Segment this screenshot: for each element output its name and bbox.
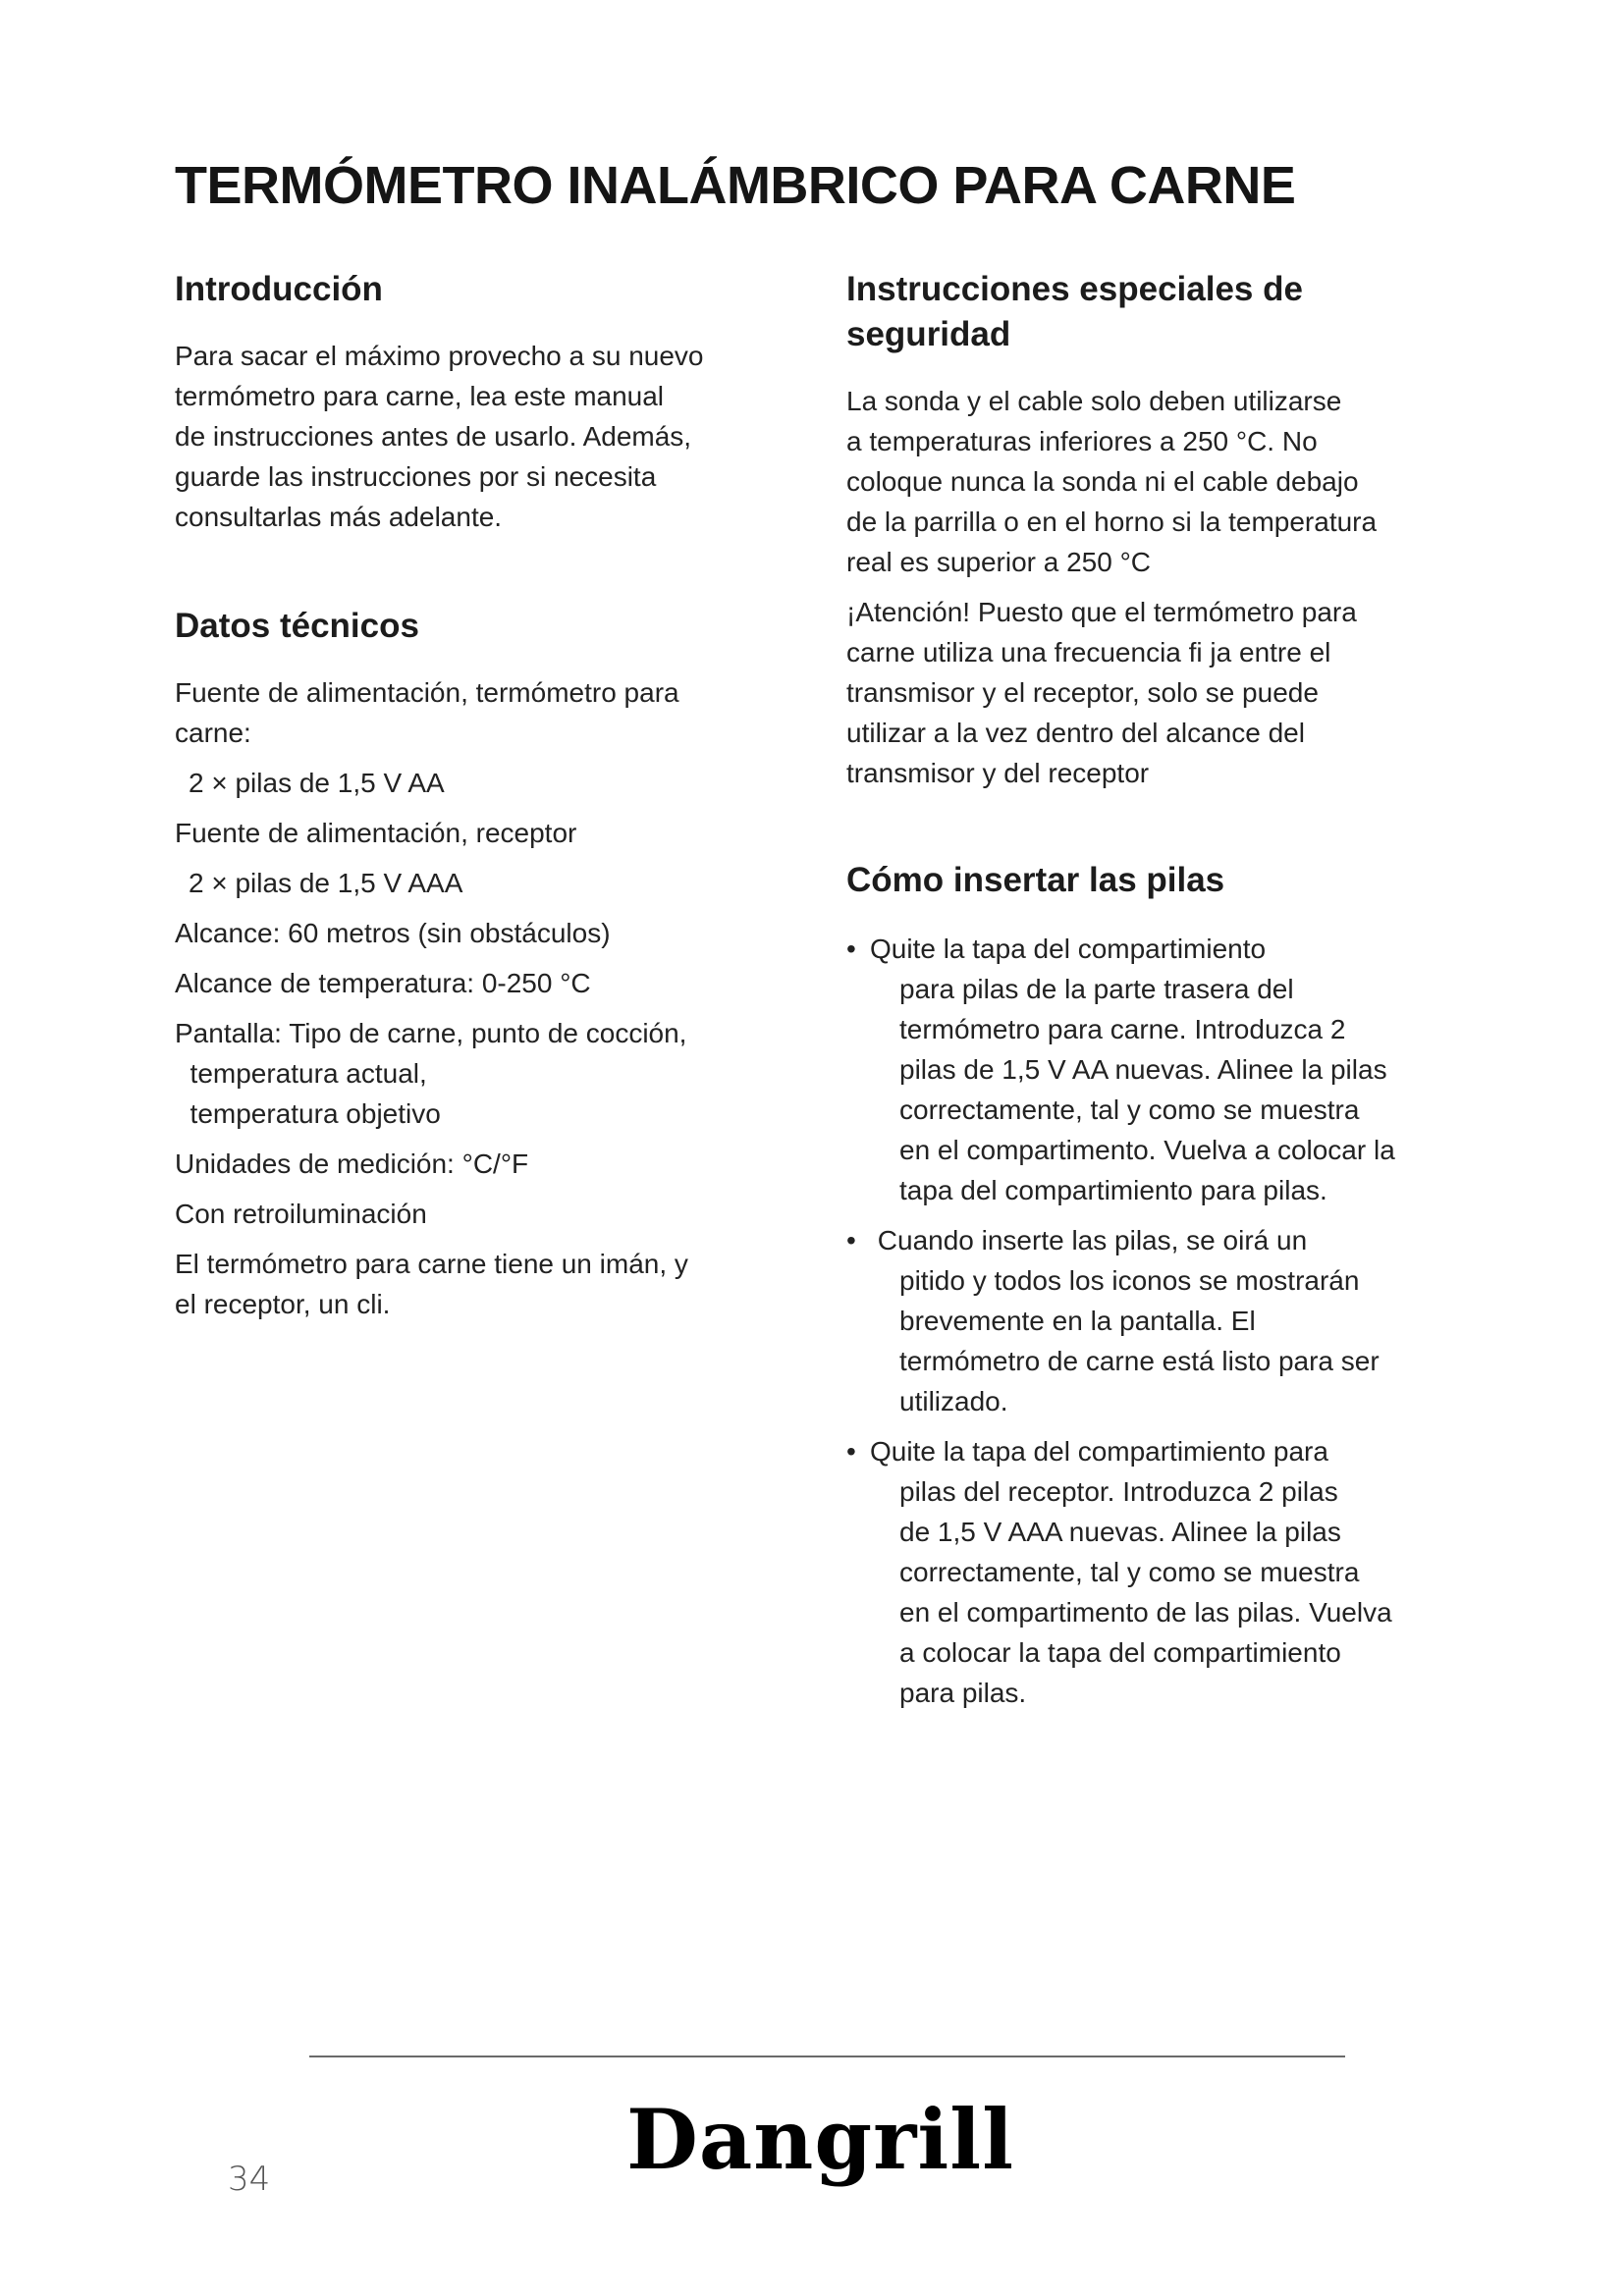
spec-item [175, 813, 764, 853]
spec-item [175, 763, 764, 803]
safety-line: a temperaturas inferiores a 250 °C. No [846, 426, 1318, 456]
right-column [846, 267, 1455, 1713]
specs-heading: Datos técnicos [175, 607, 419, 645]
safety-paragraph [846, 381, 1455, 582]
bullet-icon: • [846, 1436, 856, 1467]
safety-heading-line: Instrucciones especiales de [846, 270, 1303, 308]
spec-line: Alcance de temperatura: 0-250 °C [175, 968, 591, 998]
list-item [846, 1220, 1455, 1421]
spec-line: El termómetro para carne tiene un imán, y [175, 1249, 688, 1279]
spec-line: Con retroiluminación [175, 1199, 427, 1229]
spec-line: el receptor, un cli. [175, 1289, 391, 1319]
intro-line: guarde las instrucciones por si necesita [175, 461, 657, 492]
safety-heading-line: seguridad [846, 315, 1011, 353]
safety-line: La sonda y el cable solo deben utilizarse [846, 386, 1342, 416]
intro-line: termómetro para carne, lea este manual [175, 381, 665, 411]
bullet-line: correctamente, tal y como se muestra [899, 1557, 1360, 1587]
safety-line: ¡Atención! Puesto que el termómetro para [846, 597, 1357, 627]
intro-paragraph [175, 336, 764, 537]
bullet-line: pilas del receptor. Introduzca 2 pilas [899, 1476, 1338, 1507]
spec-line: Pantalla: Tipo de carne, punto de cocción, [175, 1018, 687, 1048]
bullet-line: para pilas. [899, 1678, 1027, 1708]
bullet-line: de 1,5 V AAA nuevas. Alinee la pilas [899, 1517, 1341, 1547]
safety-line: real es superior a 250 °C [846, 547, 1152, 577]
bullet-line: en el compartimento de las pilas. Vuelva [899, 1597, 1392, 1628]
specs-list [175, 672, 764, 1324]
spec-item [175, 963, 764, 1003]
bullet-line: utilizado. [899, 1386, 1008, 1416]
bullet-icon: • [846, 934, 856, 964]
page-title: TERMÓMETRO INALÁMBRICO PARA CARNE [175, 156, 1296, 215]
spec-line: temperatura objetivo [175, 1098, 441, 1129]
page-number: 34 [228, 2160, 271, 2199]
safety-line: carne utiliza una frecuencia fi ja entre el [846, 637, 1331, 667]
list-item [846, 1431, 1455, 1713]
bullet-line: correctamente, tal y como se muestra [899, 1095, 1360, 1125]
safety-heading [846, 267, 1455, 357]
safety-line: transmisor y el receptor, solo se puede [846, 677, 1319, 708]
bullet-line: termómetro para carne. Introduzca 2 [899, 1014, 1346, 1044]
safety-line: utilizar a la vez dentro del alcance del [846, 718, 1305, 748]
spec-item [175, 1144, 764, 1184]
spec-line: 2 × pilas de 1,5 V AA [189, 768, 445, 798]
bullet-line: Cuando inserte las pilas, se oirá un [870, 1225, 1308, 1255]
batteries-list [846, 929, 1455, 1713]
bullet-line: Quite la tapa del compartimiento [870, 934, 1267, 964]
intro-line: de instrucciones antes de usarlo. Además, [175, 421, 692, 452]
spec-line: temperatura actual, [175, 1058, 427, 1089]
spec-item [175, 863, 764, 903]
spec-line: Fuente de alimentación, termómetro para [175, 677, 679, 708]
bullet-line: en el compartimento. Vuelva a colocar la [899, 1135, 1395, 1165]
spec-line: carne: [175, 718, 251, 748]
spec-line: 2 × pilas de 1,5 V AAA [189, 868, 463, 898]
spec-item [175, 1244, 764, 1324]
safety-line: transmisor y del receptor [846, 758, 1150, 788]
bullet-line: tapa del compartimiento para pilas. [899, 1175, 1327, 1205]
intro-heading: Introducción [175, 270, 383, 308]
bullet-icon: • [846, 1225, 856, 1255]
spec-line: Unidades de medición: °C/°F [175, 1148, 529, 1179]
intro-line: Para sacar el máximo provecho a su nuevo [175, 341, 704, 371]
safety-line: de la parrilla o en el horno si la temperatura [846, 507, 1378, 537]
bullet-line: para pilas de la parte trasera del [899, 974, 1294, 1004]
spec-item [175, 1013, 764, 1134]
spec-line: Fuente de alimentación, receptor [175, 818, 577, 848]
attention-paragraph [846, 592, 1455, 793]
left-column [175, 267, 764, 1324]
footer-divider [309, 2056, 1345, 2057]
list-item [846, 929, 1455, 1210]
bullet-line: pitido y todos los iconos se mostrarán [899, 1265, 1360, 1296]
bullet-line: Quite la tapa del compartimiento para [870, 1436, 1328, 1467]
spec-item [175, 1194, 764, 1234]
spec-line: Alcance: 60 metros (sin obstáculos) [175, 918, 611, 948]
bullet-line: pilas de 1,5 V AA nuevas. Alinee la pilas [899, 1054, 1387, 1085]
safety-line: coloque nunca la sonda ni el cable debajo [846, 466, 1359, 497]
spec-item [175, 672, 764, 753]
brand-logo: Dangrill [626, 2091, 1015, 2188]
batteries-heading: Cómo insertar las pilas [846, 861, 1225, 899]
bullet-line: a colocar la tapa del compartimiento [899, 1637, 1341, 1668]
bullet-line: brevemente en la pantalla. El [899, 1306, 1256, 1336]
spec-item [175, 913, 764, 953]
intro-line: consultarlas más adelante. [175, 502, 503, 532]
bullet-line: termómetro de carne está listo para ser [899, 1346, 1380, 1376]
